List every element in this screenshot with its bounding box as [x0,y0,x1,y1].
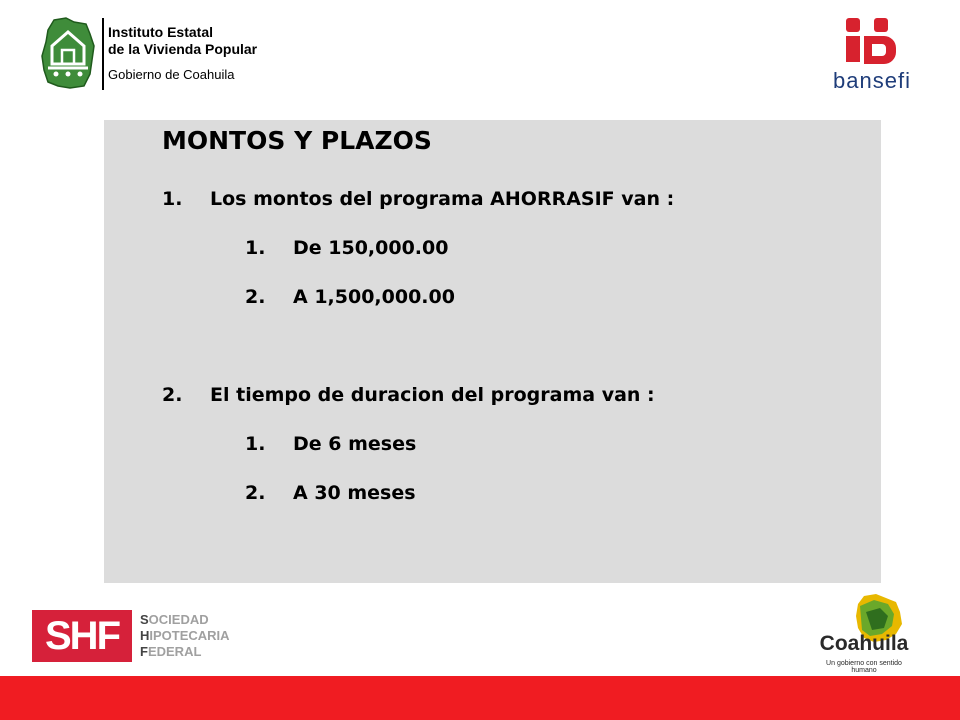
government-name: Gobierno de Coahuila [108,67,235,82]
shf-logo [32,610,132,662]
bansefi-wordmark: bansefi [833,68,911,93]
shf-line-sociedad: SOCIEDAD [140,612,209,627]
shf-line-hipotecaria: HIPOTECARIA [140,628,230,643]
coahuila-tagline: Un gobierno con sentido humano [826,660,902,674]
header-divider [102,18,104,90]
sub-list-item-text: A 30 meses [293,482,416,504]
sub-list-item-number: 1. [245,433,266,455]
sub-list-item-number: 1. [245,237,266,259]
ievp-logo-icon [40,16,96,90]
institution-block [108,24,257,83]
list-item-text: El tiempo de duracion del programa van : [210,384,655,406]
institution-name-line2: de la Vivienda Popular [108,41,258,57]
footer-bar [0,676,960,720]
sub-list-item-number: 2. [245,286,266,308]
shf-logo-text: SHF [45,614,119,658]
shf-name-block [140,612,230,660]
sub-list-item-number: 2. [245,482,266,504]
sub-list-item-text: De 6 meses [293,433,417,455]
content-panel [104,120,881,583]
list-item-text: Los montos del programa AHORRASIF van : [210,188,675,210]
slide-title: MONTOS Y PLAZOS [162,126,432,155]
list-item-number: 2. [162,384,183,406]
coahuila-wordmark: Coahuila [819,632,909,655]
sub-list-item-text: De 150,000.00 [293,237,449,259]
institution-name-line1: Instituto Estatal [108,24,214,40]
sub-list-item-text: A 1,500,000.00 [293,286,455,308]
shf-line-federal: FEDERAL [140,644,202,659]
list-item-number: 1. [162,188,183,210]
